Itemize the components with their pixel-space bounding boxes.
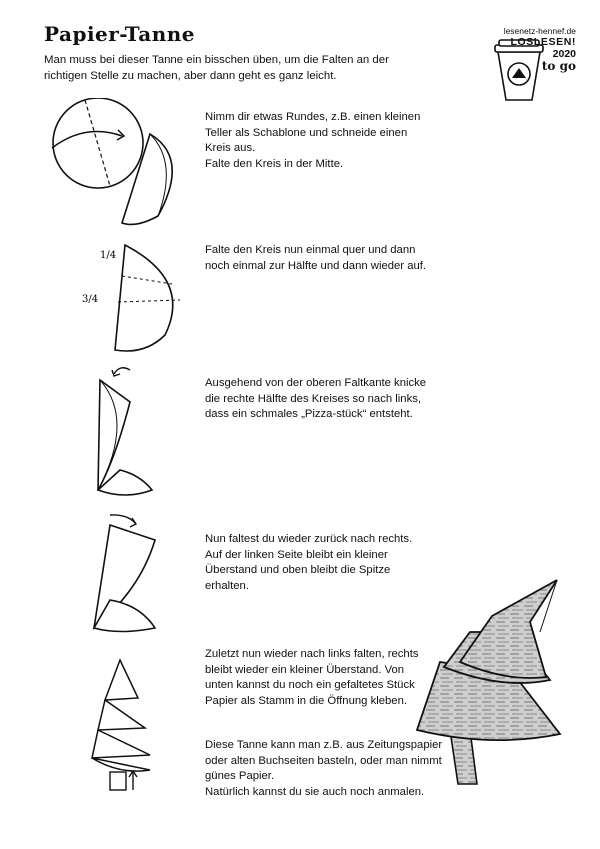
three-quarter-mark: 3/4 bbox=[82, 294, 99, 305]
newspaper-tree-illustration bbox=[412, 572, 584, 790]
step-line: Falte den Kreis in der Mitte. bbox=[205, 157, 344, 170]
step-line: Nimm dir etwas Rundes, z.B. einen kleinen Teller als Schablone und schneide einen Kreis aus. bbox=[205, 111, 421, 155]
step-4-text bbox=[205, 532, 430, 594]
step-3-text bbox=[205, 376, 430, 423]
step-line: Nun faltest du wieder zurück nach rechts. Auf der linken Seite bleibt ein kleiner Überstand und oben bleibt die Spitze erhalten. bbox=[205, 533, 413, 592]
quarter-mark: 1/4 bbox=[100, 250, 117, 261]
step-1-text bbox=[205, 110, 430, 172]
logo-year: 2020 bbox=[552, 48, 576, 60]
step-5-tree-illustration bbox=[80, 650, 190, 800]
step-1-circle-illustration bbox=[40, 98, 200, 238]
step-4-fold-back-illustration bbox=[80, 510, 200, 640]
logo-url: lesenetz-hennef.de bbox=[503, 26, 576, 36]
page-title: Papier-Tanne bbox=[44, 22, 196, 46]
step-line: Ausgehend von der oberen Faltkante knicke die rechte Hälfte des Kreises so nach links, dass ein schmales „Pizza-stück“ entsteht. bbox=[205, 377, 427, 421]
loslesen-logo bbox=[488, 14, 588, 106]
step-line: Diese Tanne kann man z.B. aus Zeitungspapier oder alten Buchseiten basteln, oder man nimmt günes Papier. bbox=[205, 739, 443, 783]
step-line: Zuletzt nun wieder nach links falten, rechts bleibt wieder ein kleiner Überstand. Von unten kannst du noch ein gefaltetes Stück Papier als Stamm in die Öffnung kleben. bbox=[205, 648, 419, 707]
step-2-text bbox=[205, 243, 430, 274]
step-5-text bbox=[205, 647, 430, 709]
intro-text: Man muss bei dieser Tanne ein bisschen üben, um die Falten an der richtigen Stelle zu machen, aber dann geht es ganz leicht. bbox=[44, 54, 389, 82]
step-line: Falte den Kreis nun einmal quer und dann noch einmal zur Hälfte und dann wieder auf. bbox=[205, 244, 427, 272]
step-line: Natürlich kannst du sie auch noch anmalen. bbox=[205, 785, 425, 798]
logo-suffix: to go bbox=[541, 59, 576, 73]
step-2-folded-half-illustration bbox=[80, 240, 200, 360]
step-6-text bbox=[205, 738, 445, 800]
step-3-pizza-slice-illustration bbox=[80, 360, 200, 500]
logo-name: LOSLESEN! bbox=[510, 36, 576, 48]
